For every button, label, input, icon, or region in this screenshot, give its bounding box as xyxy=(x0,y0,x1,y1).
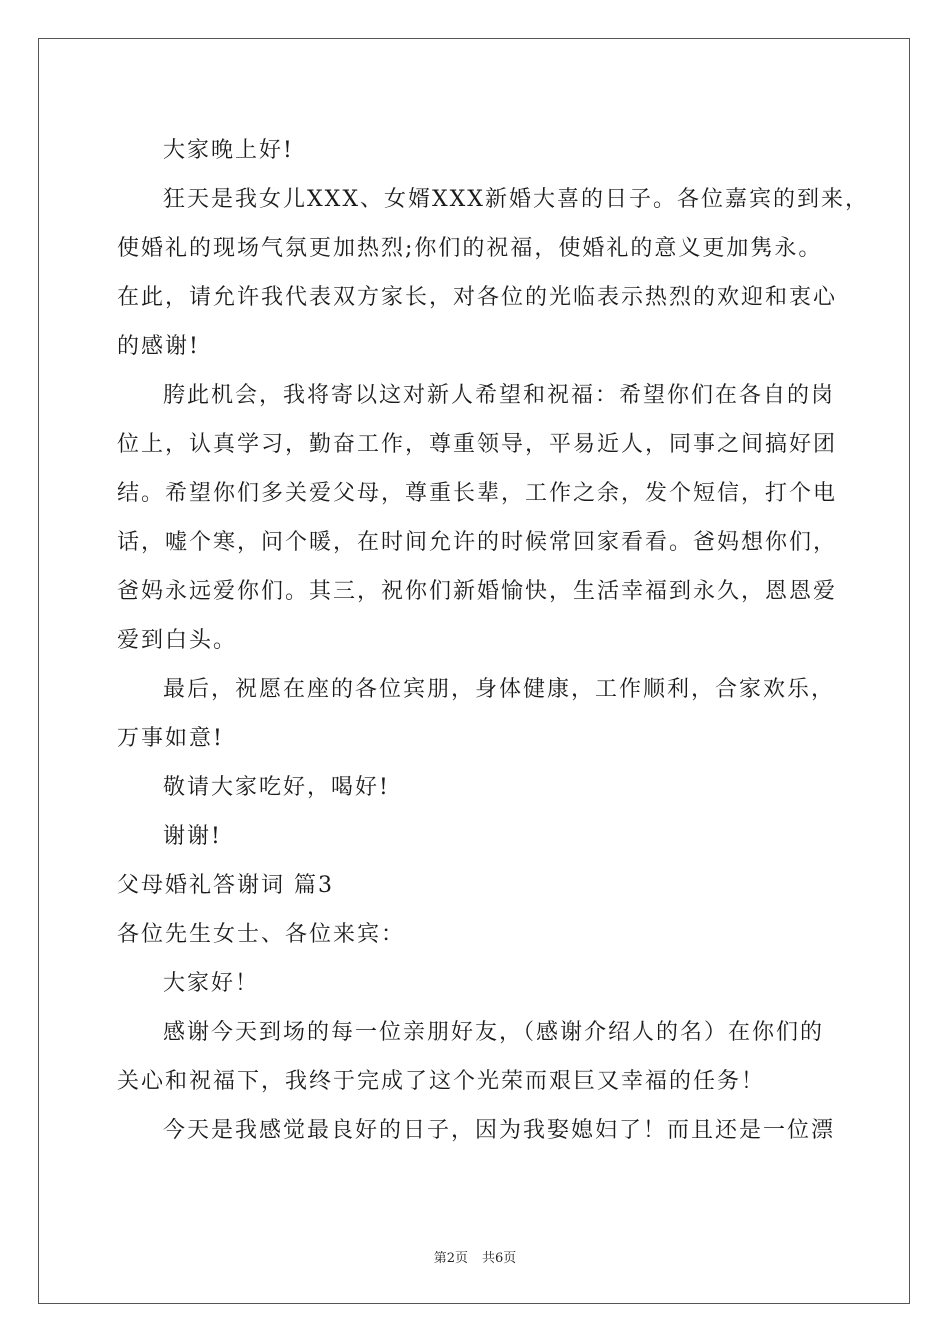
text-line: 最后，祝愿在座的各位宾朋，身体健康，工作顺利，合家欢乐， xyxy=(163,677,836,702)
text-line: 在此，请允许我代表双方家长，对各位的光临表示热烈的欢迎和衷心 xyxy=(117,285,838,310)
text-line: 胯此机会，我将寄以这对新人希望和祝福：希望你们在各自的岗 xyxy=(163,383,836,408)
page-number: 第2页 xyxy=(433,1251,468,1266)
text-line: 爱到白头。 xyxy=(117,628,238,653)
text-line: 敬请大家吃好，喝好! xyxy=(163,775,390,800)
text-line: 谢谢! xyxy=(163,824,222,849)
text-line: 的感谢! xyxy=(117,334,200,359)
text-line: 话，嘘个寒，问个暖，在时间允许的时候常回家看看。爸妈想你们， xyxy=(117,530,838,555)
text-line: 今天是我感觉最良好的日子，因为我娶媳妇了！而且还是一位漂 xyxy=(163,1118,836,1143)
page-footer xyxy=(0,1247,950,1266)
text-line: 万事如意! xyxy=(117,726,224,751)
text-line: 感谢今天到场的每一位亲朋好友，（感谢介绍人的名）在你们的 xyxy=(163,1020,825,1045)
page-total: 共6页 xyxy=(482,1251,517,1266)
salutation: 各位先生女士、各位来宾： xyxy=(117,922,406,947)
text-line: 结。希望你们多关爱父母，尊重长辈，工作之余，发个短信，打个电 xyxy=(117,481,838,506)
text-line: 爸妈永远爱你们。其三，祝你们新婚愉快，生活幸福到永久，恩恩爱 xyxy=(117,579,838,604)
section-heading: 父母婚礼答谢词 篇3 xyxy=(117,873,334,898)
text-line: 狂天是我女儿XXX、女婿XXX新婚大喜的日子。各位嘉宾的到来， xyxy=(163,187,869,212)
text-line: 位上，认真学习，勤奋工作，尊重领导，平易近人，同事之间搞好团 xyxy=(117,432,838,457)
text-line: 大家好！ xyxy=(163,971,260,996)
text-line: 大家晚上好! xyxy=(163,138,294,163)
document-body xyxy=(117,126,869,1155)
text-line: 使婚礼的现场气氛更加热烈;你们的祝福，使婚礼的意义更加隽永。 xyxy=(117,236,823,261)
text-line: 关心和祝福下，我终于完成了这个光荣而艰巨又幸福的任务！ xyxy=(117,1069,766,1094)
